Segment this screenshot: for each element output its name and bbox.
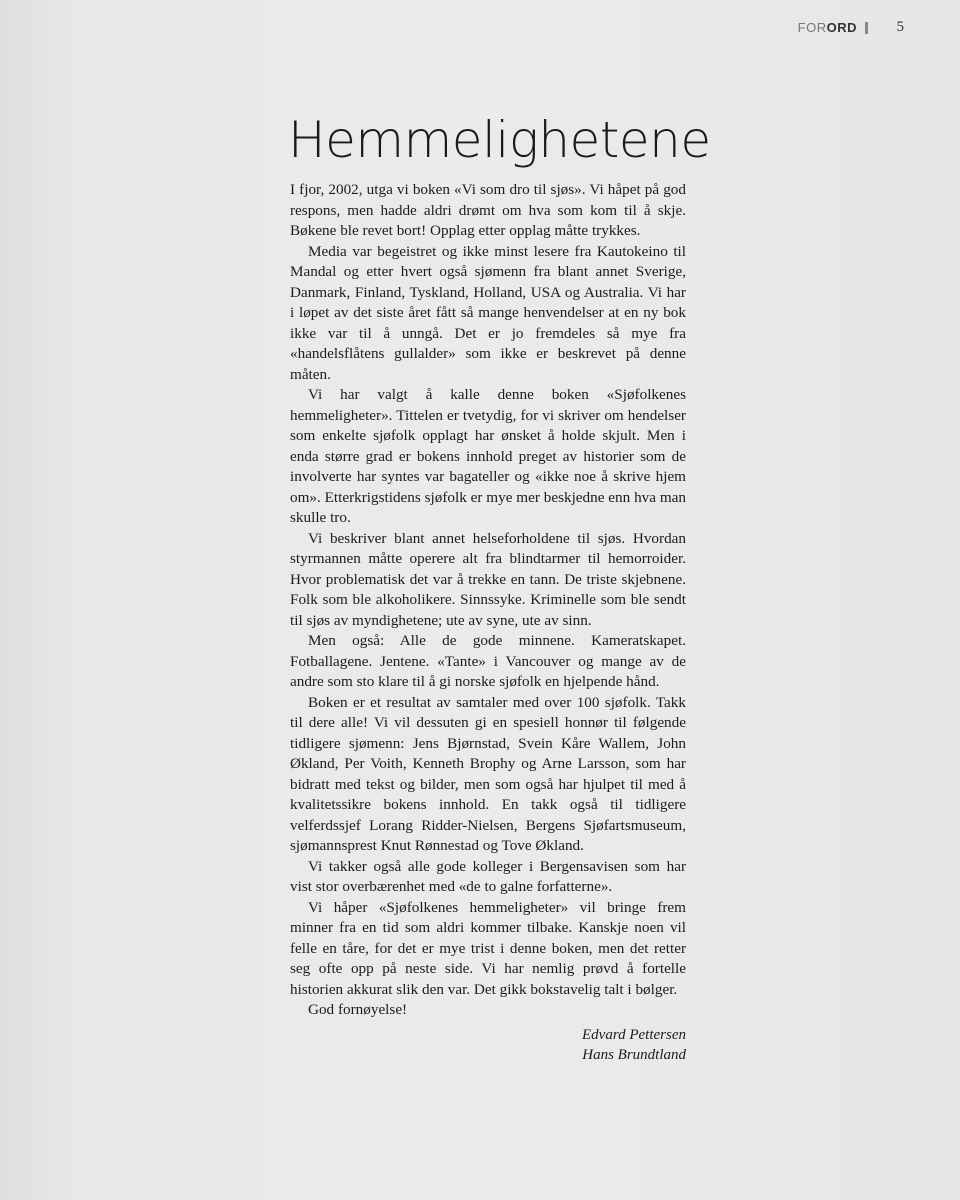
running-head [798,20,868,35]
paragraph: Vi beskriver blant annet helseforholdene til sjøs. Hvordan styrmannen måtte operere alt fra blindtarmer til hemorroider. Hvor problematisk det var å trekke en tann. De triste skjebnene. Folk som ble alkoholikere. Sinnssyke. Kriminelle som ble sendt til sjøs av myndighetene; ute av syne, ute av sinn. [290,529,686,629]
article-body [290,180,686,1065]
page-title: Hemmelighetene [288,111,711,169]
author-name: Edvard Pettersen [582,1026,686,1043]
section-label-bold: ORD [826,20,857,35]
paragraph: Media var begeistret og ikke minst lesere fra Kautokeino til Mandal og etter hvert også sjømenn fra blant annet Sverige, Danmark, Finland, Tyskland, Holland, USA og Australia. Vi har i løpet av det siste året fått så mange henvendelser at en ny bok ikke var til å unngå. Det er jo fremdeles så mye fra «handelsflåtens gullalder» som ikke er beskrevet på denne måten. [290,242,686,383]
paragraph: Vi har valgt å kalle denne boken «Sjøfolkenes hemmeligheter». Tittelen er tvetydig, for vi skriver om hendelser som enkelte sjøfolk opplagt har ønsket å holde skjult. Men i enda større grad er bokens innhold preget av historier som de involverte har syntes var bagateller og «ikke noe å skrive hjem om». Etterkrigstidens sjøfolk er mye mer beskjedne enn hva man skulle tro. [290,386,686,526]
paragraph: Boken er et resultat av samtaler med over 100 sjøfolk. Takk til dere alle! Vi vil dessuten gi en spesiell honnør til følgende tidligere sjømenn: Jens Bjørnstad, Svein Kåre Wallem, John Økland, Per Voith, Kenneth Brophy og Arne Larsson, som har bidratt med tekst og bilder, men som også har hjulpet til med å kvalitetssikre bokens innhold. En takk også til tidligere velferdssjef Lorang Ridder-Nielsen, Bergens Sjøfartsmuseum, sjømannsprest Knut Rønnestad og Tove Økland. [290,693,686,854]
paragraph: Men også: Alle de gode minnene. Kameratskapet. Fotballagene. Jentene. «Tante» i Vancouver og mange av de andre som sto klare til å gi norske sjøfolk en hjelpende hånd. [290,632,686,690]
author-name: Hans Brundtland [582,1046,686,1063]
section-label-light: FOR [797,20,827,35]
paragraph: Vi håper «Sjøfolkenes hemmeligheter» vil bringe frem minner fra en tid som aldri kommer tilbake. Kanskje noen vil felle en tåre, for det er mye trist i denne boken, men det retter seg ofte opp på neste side. Vi har nemlig prøvd å fortelle historien akkurat slik den var. Det gikk bokstavelig talt i bølger. [290,898,686,998]
paragraph: I fjor, 2002, utga vi boken «Vi som dro til sjøs». Vi håpet på god respons, men hadde aldri drømt om hva som kom til å skje. Bøkene ble revet bort! Opplag etter opplag måtte trykkes. [290,181,686,239]
signature [290,1025,686,1065]
paragraph: God fornøyelse! [308,1001,408,1018]
paragraph: Vi takker også alle gode kolleger i Bergensavisen som har vist stor overbærenhet med «de to galne forfatterne». [290,857,686,895]
divider-bar [865,22,868,34]
page-number: 5 [896,19,904,35]
